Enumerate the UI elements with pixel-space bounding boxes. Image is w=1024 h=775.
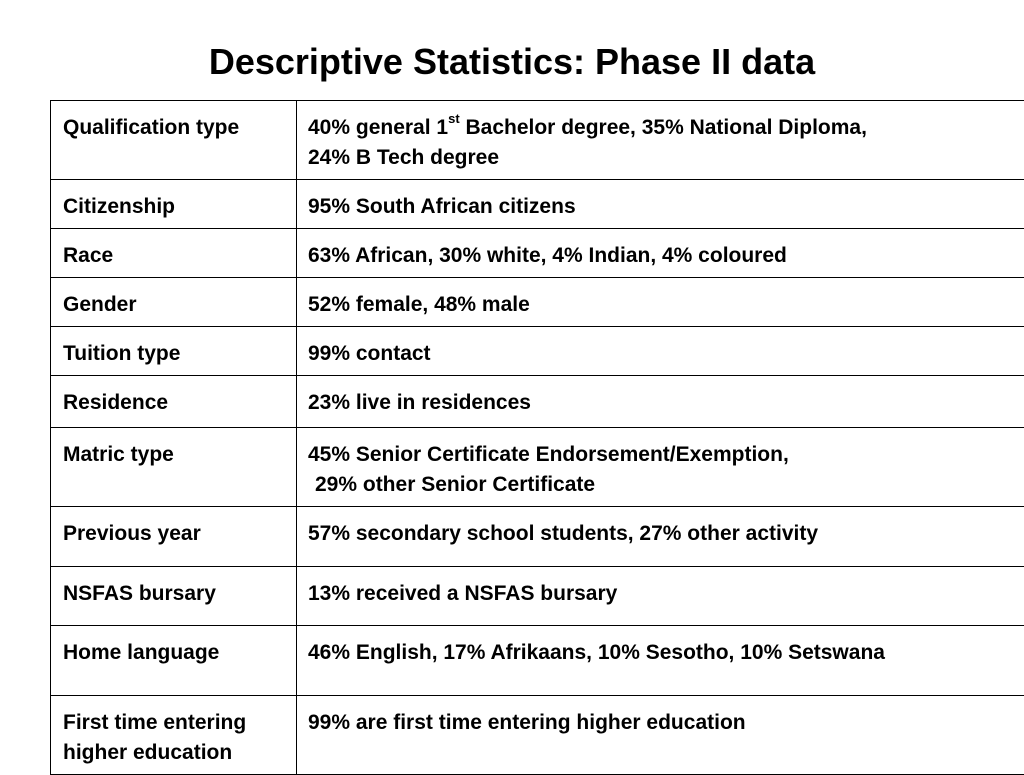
row-value: 23% live in residences <box>297 376 1024 428</box>
page-title: Descriptive Statistics: Phase II data <box>0 40 1024 84</box>
row-value: 13% received a NSFAS bursary <box>297 567 1024 626</box>
row-label <box>51 696 297 775</box>
value-text-line2: 24% B Tech degree <box>308 146 499 169</box>
row-value: 99% contact <box>297 327 1024 376</box>
row-label: Tuition type <box>51 327 297 376</box>
table-row-first-time-entering <box>51 696 1024 775</box>
row-label: Residence <box>51 376 297 428</box>
row-label: NSFAS bursary <box>51 567 297 626</box>
row-value: 63% African, 30% white, 4% Indian, 4% coloured <box>297 229 1024 278</box>
value-text: 45% Senior Certificate Endorsement/Exemption, <box>308 443 789 466</box>
row-label: Home language <box>51 626 297 696</box>
row-value <box>297 428 1024 507</box>
table-row-nsfas-bursary <box>51 567 1024 626</box>
row-value: 95% South African citizens <box>297 180 1024 229</box>
row-label: Gender <box>51 278 297 327</box>
row-label: Matric type <box>51 428 297 507</box>
row-value: 52% female, 48% male <box>297 278 1024 327</box>
table-row-qualification-type <box>51 101 1024 180</box>
superscript: st <box>448 111 460 126</box>
table-row-residence <box>51 376 1024 428</box>
row-value: 57% secondary school students, 27% other activity <box>297 507 1024 567</box>
table-row-home-language <box>51 626 1024 696</box>
label-line1: First time entering <box>63 711 246 734</box>
table-row-gender <box>51 278 1024 327</box>
table-row-previous-year <box>51 507 1024 567</box>
row-value: 46% English, 17% Afrikaans, 10% Sesotho, 10% Setswana <box>297 626 1024 696</box>
table-row-tuition-type <box>51 327 1024 376</box>
row-label: Race <box>51 229 297 278</box>
label-line2: higher education <box>63 741 232 764</box>
table-row-matric-type <box>51 428 1024 507</box>
value-text: 40% general 1 <box>308 116 448 139</box>
table-row-race <box>51 229 1024 278</box>
statistics-table <box>50 100 1024 775</box>
row-label: Citizenship <box>51 180 297 229</box>
value-text-line2: 29% other Senior Certificate <box>308 473 595 496</box>
row-value <box>297 101 1024 180</box>
row-label: Previous year <box>51 507 297 567</box>
value-text: Bachelor degree, 35% National Diploma, <box>460 116 867 139</box>
table-row-citizenship <box>51 180 1024 229</box>
row-label: Qualification type <box>51 101 297 180</box>
row-value: 99% are first time entering higher education <box>297 696 1024 775</box>
